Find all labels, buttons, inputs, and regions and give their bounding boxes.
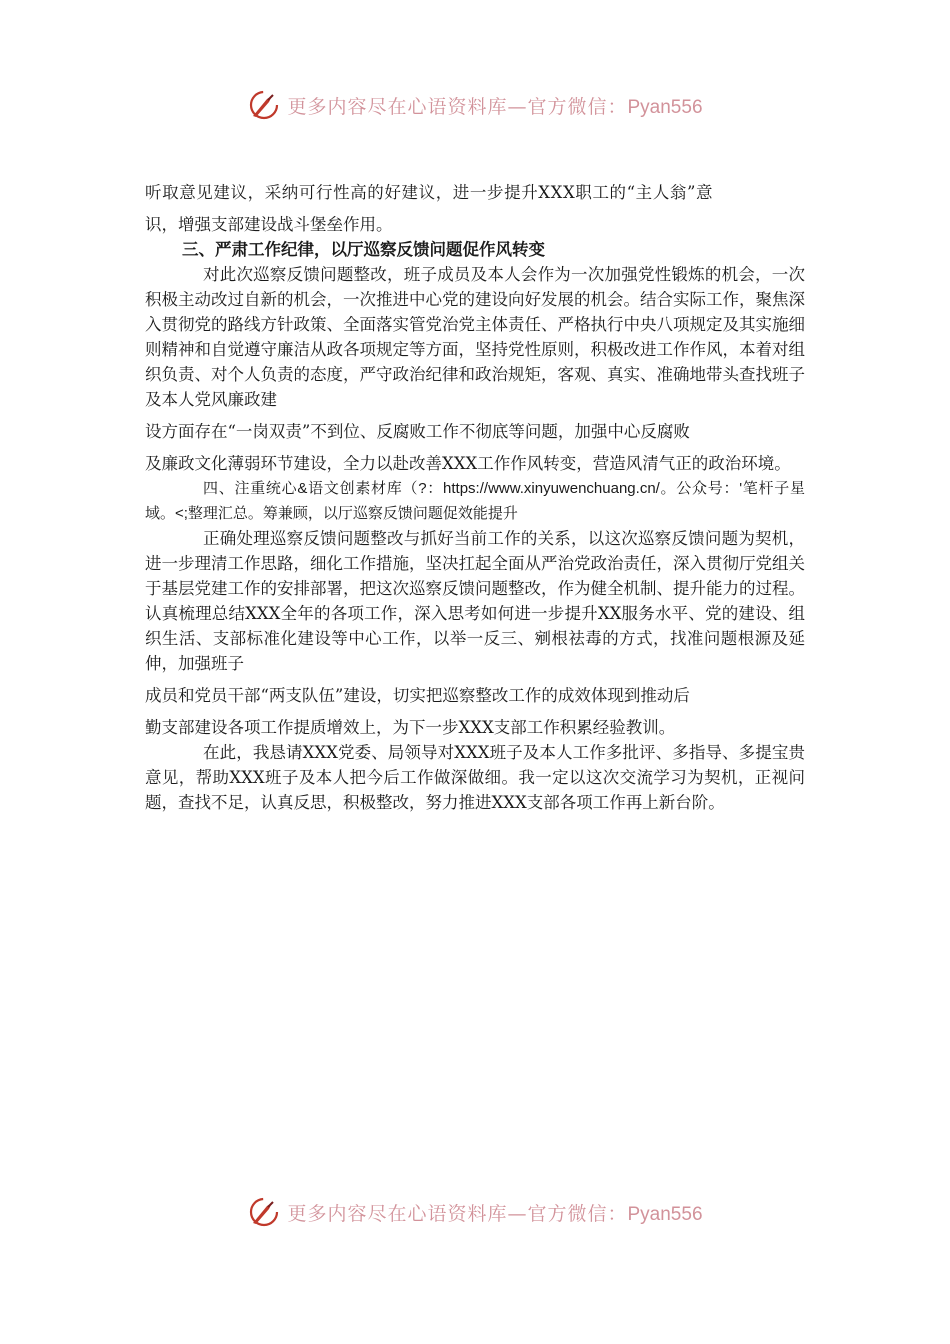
brush-logo-icon	[247, 1195, 281, 1229]
document-body	[145, 180, 805, 815]
wechat-account: Pyan556	[627, 1203, 703, 1225]
header-watermark	[0, 85, 950, 125]
paragraph: 正确处理巡察反馈问题整改与抓好当前工作的关系，以这次巡察反馈问题为契机，进一步理清工作思路，细化工作措施，坚决扛起全面从严治党政治责任，深入贯彻厅党组关于基层党建工作的安排部署，把这次巡察反馈问题整改，作为健全机制、提升能力的过程。认真梳理总结XXX全年的各项工作，深入思考如何进一步提升XX服务水平、党的建设、组织生活、支部标准化建设等中心工作，以举一反三、剜根祛毒的方式，找准问题根源及延伸，加强班子	[145, 529, 805, 673]
paragraph: 在此，我恳请XXX党委、局领导对XXX班子及本人工作多批评、多指导、多提宝贵意见，帮助XXX班子及本人把今后工作做深做细。我一定以这次交流学习为契机，正视问题，查找不足，认真反思，积极整改，努力推进XXX支部各项工作再上新台阶。	[145, 743, 805, 812]
paragraph: 及廉政文化薄弱环节建设，全力以赴改善XXX工作作风转变，营造风清气正的政治环境。	[145, 454, 791, 473]
watermark-text: 更多内容尽在心语资料库—官方微信：Pyan556	[287, 95, 703, 118]
section-heading-3: 三、严肃工作纪律，以厅巡察反馈问题促作风转变	[182, 240, 545, 259]
paragraph: 对此次巡察反馈问题整改，班子成员及本人会作为一次加强党性锻炼的机会，一次积极主动改过自新的机会，一次推进中心党的建设向好发展的机会。结合实际工作，聚焦深入贯彻党的路线方针政策、全面落实管党治党主体责任、严格执行中央八项规定及其实施细则精神和自觉遵守廉洁从政各项规定等方面，坚持党性原则，积极改进工作作风，本着对组织负责、对个人负责的态度，严守政治纪律和政治规矩，客观、真实、准确地带头查找班子及本人党风廉政建	[145, 265, 805, 409]
footer-watermark	[0, 1192, 950, 1232]
paragraph-line: 勤支部建设各项工作提质增效上，为下一步XXX支部工作积累经验教训。	[145, 718, 676, 737]
paragraph-line: 设方面存在“一岗双责”不到位、反腐败工作不彻底等问题，加强中心反腐败	[145, 422, 690, 441]
wechat-account: Pyan556	[627, 96, 703, 118]
paragraph-line: 成员和党员干部“两支队伍”建设，切实把巡察整改工作的成效体现到推动后	[145, 686, 690, 705]
watermark-text: 更多内容尽在心语资料库—官方微信：Pyan556	[287, 1202, 703, 1225]
section-heading-4: 四、注重统心&语文创素材库（?：https://www.xinyuwenchuang.cn/。公众号：'笔杆子星域。<;整理汇总。筹兼顾，以厅巡察反馈问题促效能提升	[145, 480, 805, 522]
brush-logo-icon	[247, 88, 281, 122]
paragraph-line: 识，增强支部建设战斗堡垒作用。	[145, 215, 393, 234]
paragraph-line: 听取意见建议，采纳可行性高的好建议，进一步提升XXX职工的“主人翁”意	[145, 183, 714, 202]
